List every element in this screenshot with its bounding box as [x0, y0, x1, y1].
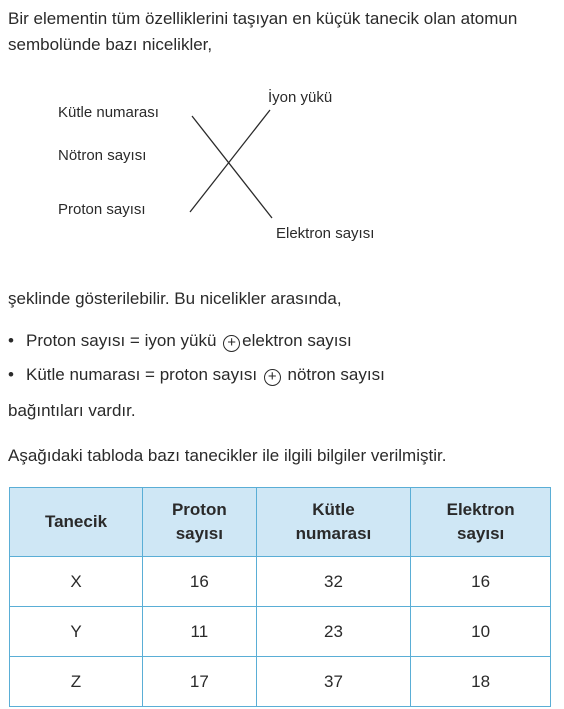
shown-text: şeklinde gösterilebilir. Bu nicelikler arasında,: [8, 289, 342, 308]
cell-electron: 10: [411, 607, 551, 657]
relation-1: • Proton sayısı = iyon yükü + elektron sayısı: [8, 331, 352, 351]
header-proton: Proton sayısı: [143, 488, 257, 557]
relation-2: • Kütle numarası = proton sayısı + nötron sayısı: [8, 365, 385, 385]
table-intro-text: Aşağıdaki tabloda bazı tanecikler ile ilgili bilgiler verilmiştir.: [8, 446, 447, 465]
intro-text: Bir elementin tüm özelliklerini taşıyan en küçük tanecik olan atomun sembolünde bazı nicelikler,: [8, 9, 518, 54]
cell-mass: 23: [256, 607, 411, 657]
neutron-count-label: Nötron sayısı: [58, 147, 147, 164]
cell-electron: 18: [411, 657, 551, 707]
bullet-dot-icon: •: [8, 331, 14, 350]
ion-charge-label: İyon yükü: [268, 89, 333, 106]
cell-particle: Y: [10, 607, 143, 657]
circled-plus-icon: +: [264, 369, 281, 386]
mass-number-label: Kütle numarası: [58, 104, 159, 121]
cell-particle: X: [10, 557, 143, 607]
circled-plus-icon: +: [223, 335, 240, 352]
header-mass: Kütle numarası: [256, 488, 411, 557]
cell-proton: 11: [143, 607, 257, 657]
cell-particle: Z: [10, 657, 143, 707]
table-row: [10, 607, 551, 657]
cell-mass: 32: [256, 557, 411, 607]
cell-proton: 16: [143, 557, 257, 607]
table-header-row: [10, 488, 551, 557]
cell-proton: 17: [143, 657, 257, 707]
table-row: [10, 657, 551, 707]
table-row: [10, 557, 551, 607]
electron-count-label: Elektron sayısı: [276, 225, 375, 242]
header-particle: Tanecik: [10, 488, 143, 557]
relations-end-text: bağıntıları vardır.: [8, 401, 136, 420]
header-electron: Elektron sayısı: [411, 488, 551, 557]
atom-symbol-diagram: [0, 80, 564, 260]
proton-count-label: Proton sayısı: [58, 201, 146, 218]
particle-table: [9, 487, 551, 707]
cell-mass: 37: [256, 657, 411, 707]
cell-electron: 16: [411, 557, 551, 607]
bullet-dot-icon: •: [8, 365, 14, 384]
